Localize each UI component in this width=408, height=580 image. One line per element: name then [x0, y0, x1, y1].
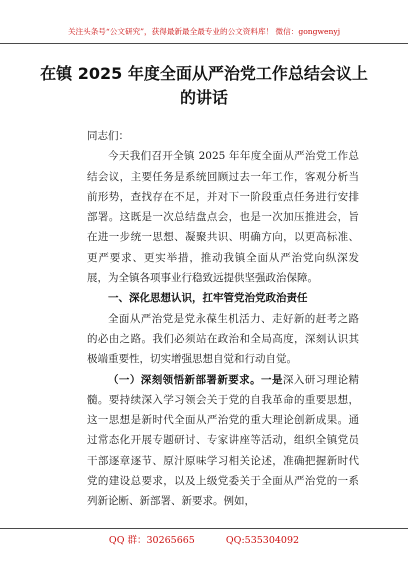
subsection-1-lead-in: 一是 — [261, 373, 283, 386]
page-header — [0, 0, 408, 44]
subsection-heading-1: （一）深刻领悟新部署新要求。 — [108, 373, 262, 386]
footer-qq: QQ:535304092 — [225, 535, 300, 546]
subsection-1-text: 深入研习理论精髓。要持续深入学习领会关于党的自我革命的重要思想，这一思想是新时代全面从严治党的重大理论创新成果。通过常态化开展专题研讨、专家讲座等活动，组织全镇党员干部逐章逐节、原汁原味学习相关论述，准确把握新时代党的建设总要求，以及上级党委关于全面从严治党的一系列新论断、新部署、新要求。例如， — [87, 373, 360, 508]
header-banner-text: 关注头条号“公文研究”，获得最新最全最专业的公文资料库！ 微信：gongwenyj — [67, 27, 341, 36]
document-title: 在镇 2025 年度全面从严治党工作总结会议上的讲话 — [40, 64, 368, 107]
subsection-1-paragraph — [87, 370, 359, 512]
intro-paragraph: 今天我们召开全镇 2025 年年度全面从严治党工作总结会议，主要任务是系统回顾过去一年工作，客观分析当前形势，查找存在不足，并对下一阶段重点任务进行安排部署。这既是一次总结盘点会，也是一次加压推进会，旨在进一步统一思想、凝聚共识、明确方向，以更高标准、更严要求、更实举措，推动我镇全面从严治党向纵深发展，为全镇各项事业行稳致远提供坚强政治保障。 — [87, 150, 359, 285]
footer-qq-group: QQ 群：30265665 — [108, 535, 195, 546]
section-heading-1: 一、深化思想认识，扛牢管党治党政治责任 — [108, 292, 308, 305]
page-footer — [0, 528, 408, 580]
document-body — [87, 126, 359, 512]
salutation: 同志们： — [87, 130, 129, 142]
section-1-paragraph: 全面从严治党是党永葆生机活力、走好新的赶考之路的必由之路。我们必须站在政治和全局高度，深刻认识其极端重要性，切实增强思想自觉和行动自觉。 — [87, 312, 359, 366]
footer-contact — [0, 535, 408, 547]
